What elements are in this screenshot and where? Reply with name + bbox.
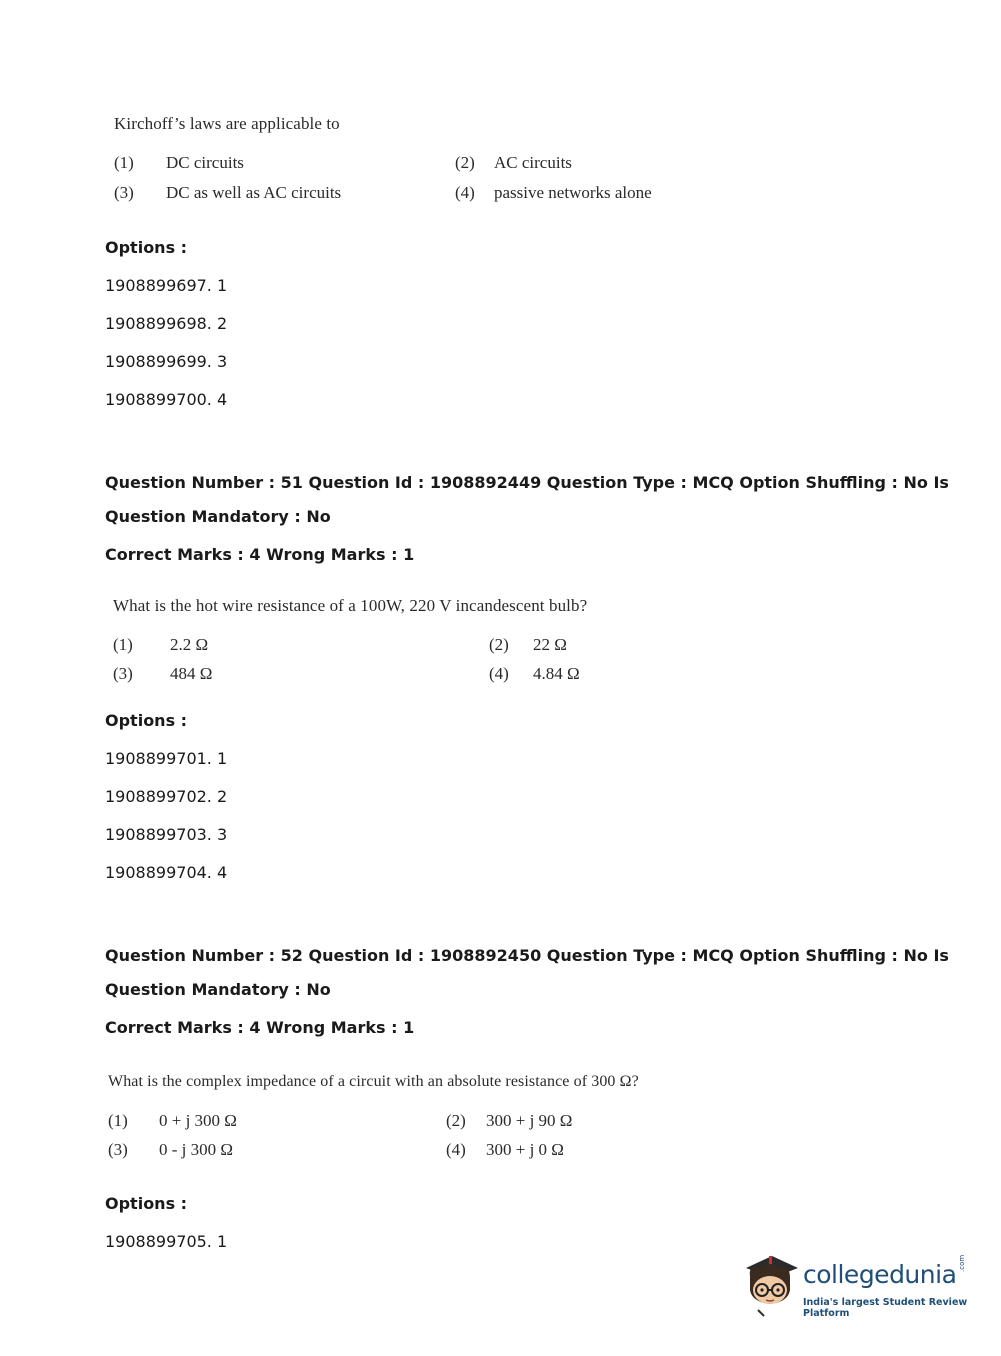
option-item: 1908899698. 2 — [105, 314, 228, 333]
question-header: Question Number : 52 Question Id : 1908892450 Question Type : MCQ Option Shuffling : No Is — [105, 946, 949, 965]
choice-number: (2) — [489, 635, 509, 654]
choice-text: 22 Ω — [533, 635, 567, 654]
logo-tagline: India's largest Student Review Platform — [803, 1297, 968, 1319]
choice-number: (4) — [489, 664, 509, 683]
collegedunia-logo — [740, 1250, 970, 1320]
choice-text: 300 + j 90 Ω — [486, 1111, 573, 1130]
options-label: Options : — [105, 711, 188, 730]
choice-number: (1) — [113, 635, 133, 654]
choice-number: (2) — [455, 153, 475, 172]
choice-text: DC as well as AC circuits — [166, 183, 342, 202]
marks-line: Correct Marks : 4 Wrong Marks : 1 — [105, 1018, 415, 1037]
marks-line: Correct Marks : 4 Wrong Marks : 1 — [105, 545, 415, 564]
choice-number: (2) — [446, 1111, 466, 1130]
choice-text: 300 + j 0 Ω — [486, 1140, 564, 1159]
logo-suffix: .com — [958, 1254, 966, 1272]
choice-number: (1) — [108, 1111, 128, 1130]
question-header: Question Number : 51 Question Id : 1908892449 Question Type : MCQ Option Shuffling : No Is — [105, 473, 949, 492]
choice-text: 0 - j 300 Ω — [159, 1140, 234, 1159]
mascot-icon — [740, 1250, 802, 1320]
question-text: What is the complex impedance of a circuit with an absolute resistance of 300 Ω? — [108, 1073, 639, 1090]
logo-wordmark: collegedunia — [803, 1260, 957, 1289]
choice-number: (3) — [113, 664, 133, 683]
choice-text: 484 Ω — [170, 664, 213, 683]
question-header-continued: Question Mandatory : No — [105, 980, 331, 999]
choice-text: 2.2 Ω — [170, 635, 209, 654]
option-item: 1908899705. 1 — [105, 1232, 228, 1251]
choice-number: (4) — [446, 1140, 466, 1159]
choice-number: (4) — [455, 183, 475, 202]
options-label: Options : — [105, 238, 188, 257]
option-item: 1908899704. 4 — [105, 863, 228, 882]
options-label: Options : — [105, 1194, 188, 1213]
choice-number: (3) — [114, 183, 134, 202]
option-item: 1908899702. 2 — [105, 787, 228, 806]
choice-number: (1) — [114, 153, 134, 172]
question-text: What is the hot wire resistance of a 100W, 220 V incandescent bulb? — [113, 596, 588, 615]
question-header-continued: Question Mandatory : No — [105, 507, 331, 526]
choice-text: 4.84 Ω — [533, 664, 580, 683]
option-item: 1908899699. 3 — [105, 352, 228, 371]
question-text: Kirchoff’s laws are applicable to — [114, 114, 340, 133]
option-item: 1908899700. 4 — [105, 390, 228, 409]
option-item: 1908899697. 1 — [105, 276, 228, 295]
option-item: 1908899703. 3 — [105, 825, 228, 844]
choice-text: DC circuits — [166, 153, 244, 172]
choice-number: (3) — [108, 1140, 128, 1159]
choice-text: AC circuits — [494, 153, 572, 172]
choice-text: 0 + j 300 Ω — [159, 1111, 237, 1130]
choice-text: passive networks alone — [494, 183, 652, 202]
option-item: 1908899701. 1 — [105, 749, 228, 768]
